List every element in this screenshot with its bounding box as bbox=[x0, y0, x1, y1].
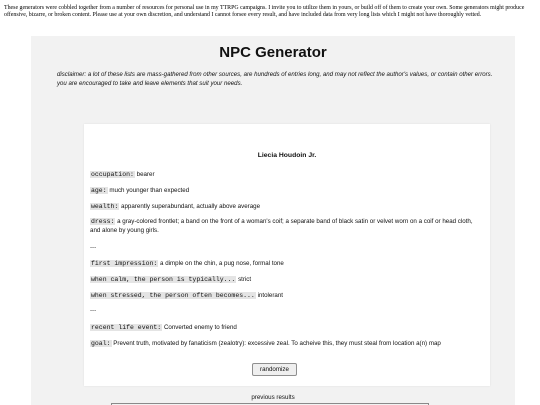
field-key: when calm, the person is typically... bbox=[91, 276, 236, 283]
field-value: strict bbox=[238, 276, 252, 283]
separator: --- bbox=[90, 244, 97, 251]
field-occupation bbox=[90, 170, 482, 179]
field-dress bbox=[90, 217, 482, 235]
field-value: bearer bbox=[136, 171, 155, 178]
field-when-calm bbox=[90, 275, 482, 284]
field-key: when stressed, the person often becomes... bbox=[91, 292, 255, 299]
site-notice: These generators were cobbled together from a number of resources for personal use in my TTRPG campaigns. I invite you to utilize them in yours, or build off of them to create your own. Some generators might produce offensive, bizarre, or broken content. Please use at your own discretion, and understand I cannot forsee every result, and have included data from very long lists which I might not have thoroughly vetted. bbox=[4, 5, 525, 19]
field-key: age: bbox=[91, 187, 107, 194]
field-key: dress: bbox=[91, 218, 115, 225]
field-wealth bbox=[90, 202, 482, 211]
field-when-stressed bbox=[90, 291, 482, 300]
field-key: first impression: bbox=[91, 260, 158, 267]
field-value: Prevent truth, motivated by fanaticism (zealotry): excessive zeal. To acheive this, they must steal from location a(n) map bbox=[113, 340, 441, 347]
field-key: wealth: bbox=[91, 203, 119, 210]
field-key: occupation: bbox=[91, 171, 134, 178]
field-value: intolerant bbox=[257, 292, 284, 299]
field-recent-life-event bbox=[90, 323, 482, 332]
npc-card bbox=[84, 124, 490, 386]
disclaimer-text: disclaimer: a lot of these lists are mass-gathered from other sources, are hundreds of entries long, and may not reflect the author's values, or contain other errors. you are encouraged to take and leave elements that suit your needs. bbox=[57, 71, 493, 87]
previous-results-label: previous results bbox=[251, 394, 295, 401]
generator-panel bbox=[31, 36, 515, 405]
field-value: Converted enemy to friend bbox=[163, 324, 237, 331]
randomize-button[interactable]: randomize bbox=[252, 363, 297, 376]
field-age bbox=[90, 186, 482, 195]
page-title: NPC Generator bbox=[219, 44, 327, 61]
field-first-impression bbox=[90, 259, 482, 268]
separator: --- bbox=[90, 307, 97, 314]
field-value: a gray-colored frontlet; a band on the front of a woman's coif; a separate band of black satin or velvet worn on a coif or head cloth, and alone by young girls. bbox=[90, 218, 473, 234]
field-key: goal: bbox=[91, 340, 111, 347]
field-value: a dimple on the chin, a pug nose, formal tone bbox=[160, 260, 284, 267]
npc-name: Liecia Houdoin Jr. bbox=[257, 152, 317, 159]
field-key: recent life event: bbox=[91, 324, 162, 331]
field-value: apparently superabundant, actually above average bbox=[121, 203, 261, 210]
field-goal bbox=[90, 339, 482, 348]
field-value: much younger than expected bbox=[109, 187, 190, 194]
